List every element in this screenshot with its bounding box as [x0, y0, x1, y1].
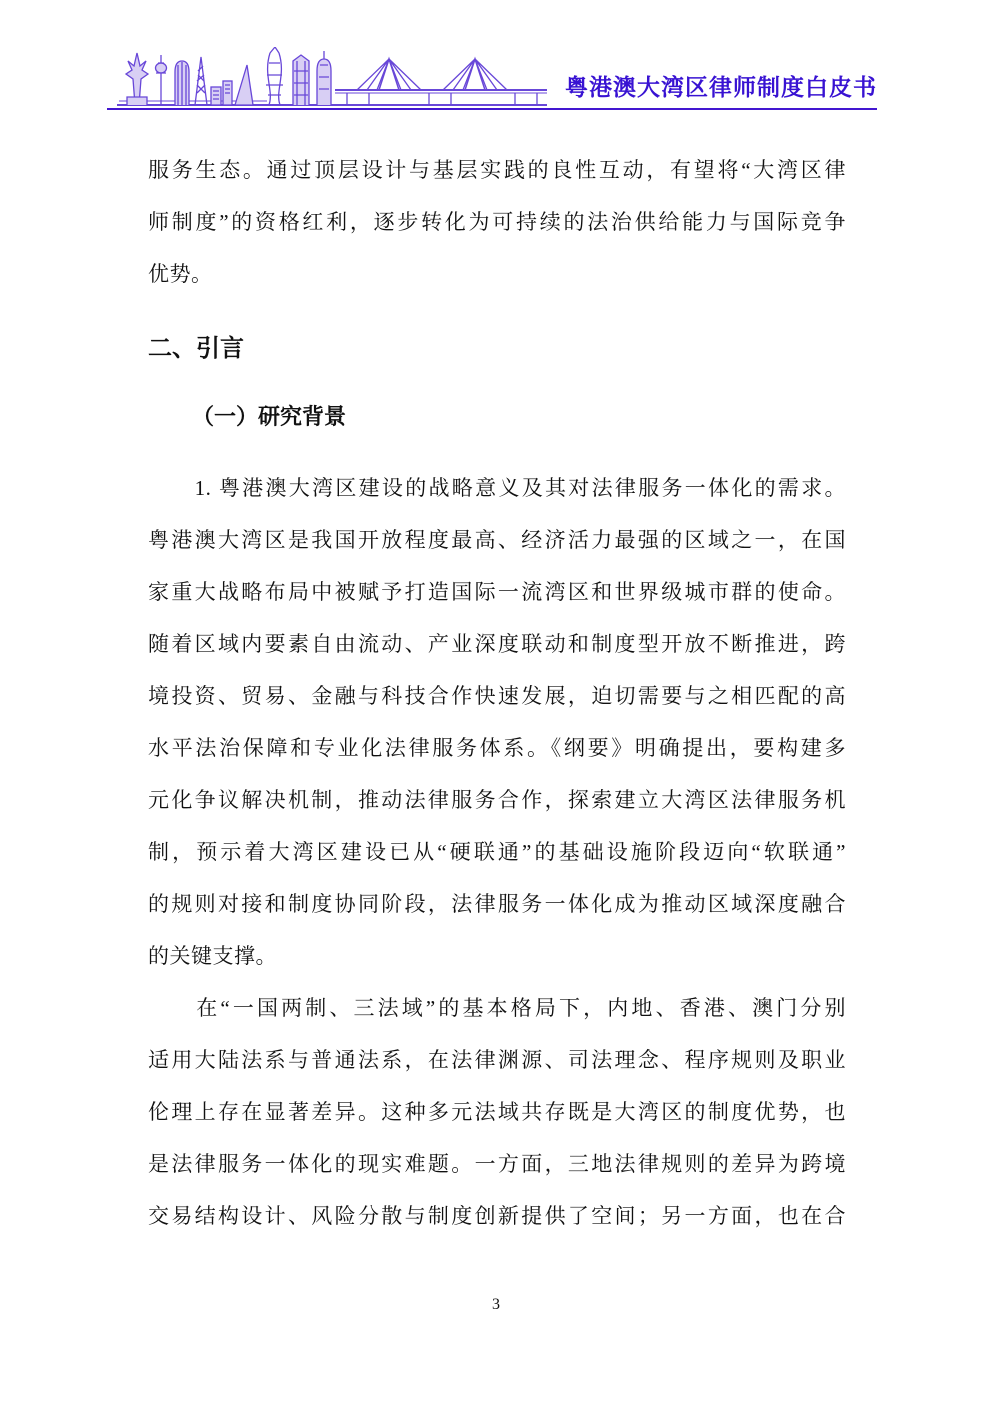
document-body — [148, 144, 846, 1242]
page-header — [107, 42, 877, 110]
section-heading: 二、引言 — [148, 336, 244, 362]
paragraph-research-background-1: 1. 粤港澳大湾区建设的战略意义及其对法律服务一体化的需求。 粤港澳大湾区是我国开放程度最高、经济活力最强的区域之一，在国 家重大战略布局中被赋予打造国际一流湾区和世界级城市群的使命。 随着区域内要素自由流动、产业深度联动和制度型开放不断推进，跨 境投资、贸易、金融与科技合作快速发展，迫切需要与之相匹配的高 水平法治保障和专业化法律服务体系。《纲要》明确提出，要构建多 元化争议解决机制，推动法律服务合作，探索建立大湾区法律服务机 制，预示着大湾区建设已从“硬联通”的基础设施阶段迈向“软联通” 的规则对接和制度协同阶段，法律服务一体化成为推动区域深度融合 的关键支撑。 — [148, 476, 846, 968]
subsection-heading: （一）研究背景 — [192, 404, 347, 429]
page-footer — [0, 1296, 992, 1314]
header-document-title: 粤港澳大湾区律师制度白皮书 — [565, 74, 877, 100]
paragraph-research-background-2: 在“一国两制、三法域”的基本格局下，内地、香港、澳门分别 适用大陆法系与普通法系，在法律渊源、司法理念、程序规则及职业 伦理上存在显著差异。这种多元法域共存既是大湾区的制度优势，也 是法律服务一体化的现实难题。一方面，三地法律规则的差异为跨境 交易结构设计、风险分散与制度创新提供了空间；另一方面，也在合 — [148, 996, 846, 1228]
city-skyline-and-bridge-icon — [117, 47, 547, 109]
page-number: 3 — [492, 1296, 500, 1313]
intro-continuation-paragraph: 服务生态。通过顶层设计与基层实践的良性互动，有望将“大湾区律 师制度”的资格红利，逐步转化为可持续的法治供给能力与国际竞争 优势。 — [148, 158, 846, 286]
